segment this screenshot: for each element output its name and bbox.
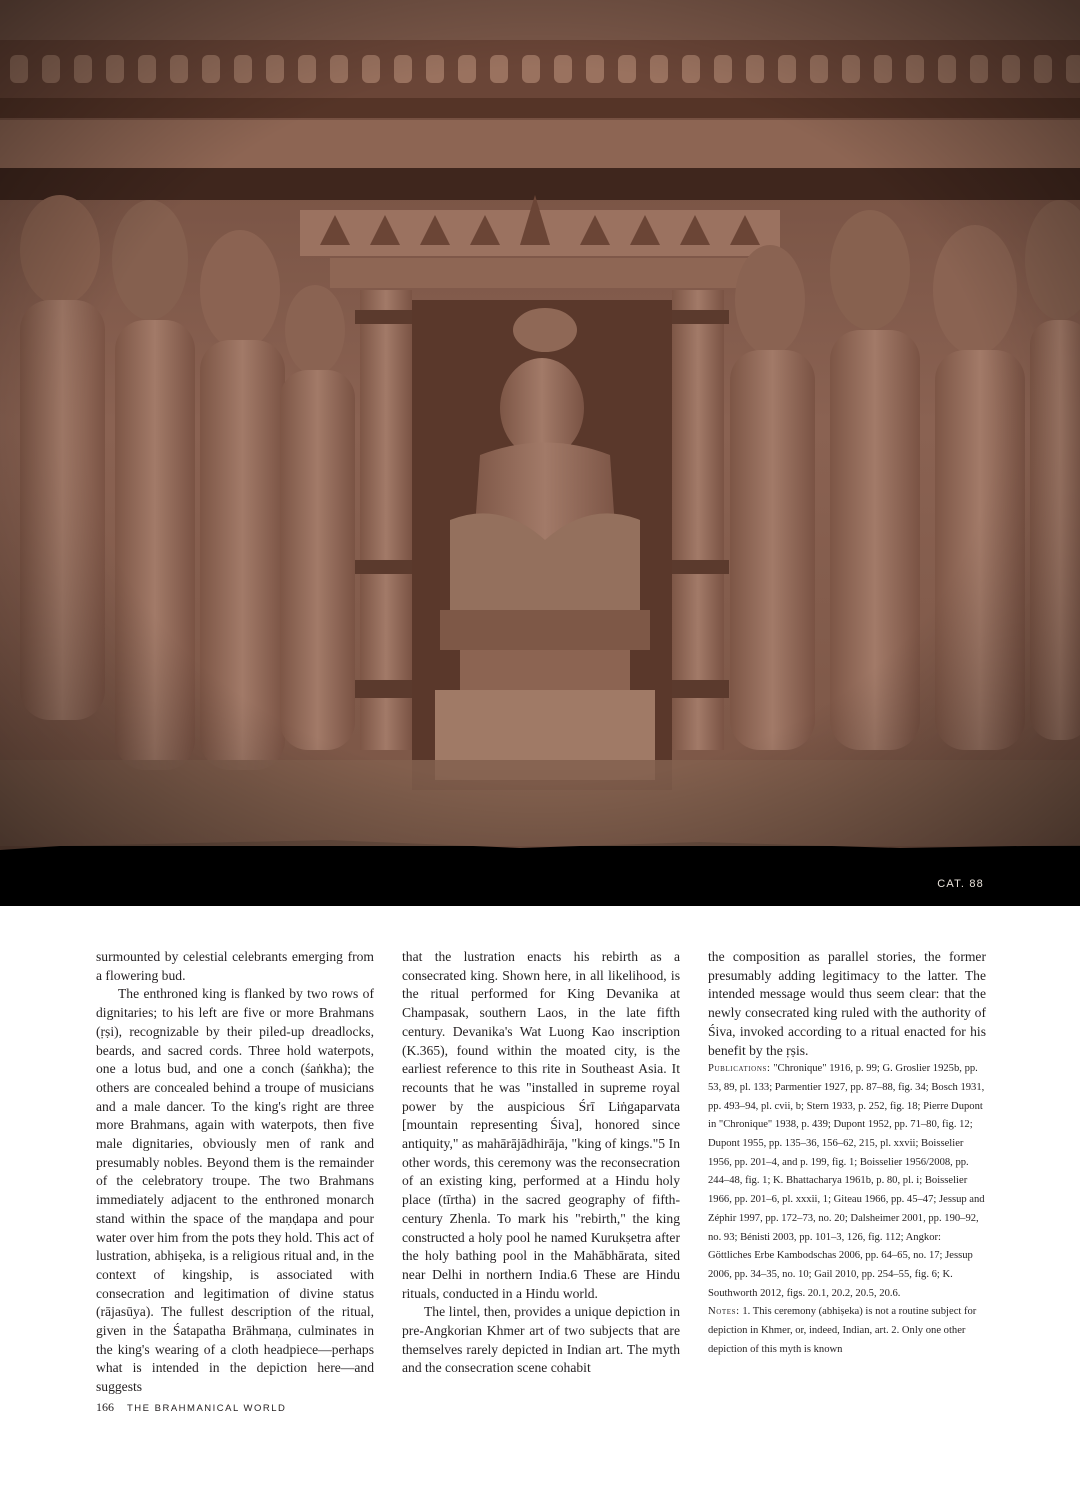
- catalogue-number: CAT. 88: [937, 878, 984, 890]
- text-column-1: [96, 948, 374, 1397]
- running-head: THE BRAHMANICAL WORLD: [127, 1403, 287, 1414]
- publications-text: "Chronique" 1916, p. 99; G. Groslier 1925b, pp. 53, 89, pl. 133; Parmentier 1927, pp. 87–88, fig. 34; Bosch 1931, pp. 493–94, pl. cvii, b; Stern 1933, p. 252, fig. 18; Pierre Dupont in "Chronique" 1938, p. 439; Dupont 1952, pp. 71–80, fig. 12; Dupont 1955, pp. 135–36, 156–62, 215, pl. xxvii; Boisselier 1956, pp. 201–4, and p. 199, fig. 1; Boisselier 1956/2008, pp. 244–48, fig. 1; K. Bhattacharya 1961b, p. 80, pl. i; Boisselier 1966, pp. 201–6, pl. xxxii, 1; Giteau 1966, pp. 45–47; Jessup and Zéphir 1997, pp. 172–73, no. 20; Dalsheimer 2001, pp. 190–92, no. 93; Bénisti 2003, pp. 101–3, 126, fig. 112; Angkor: Göttliches Erbe Kambodschas 2006, pp. 64–65, no. 17; Jessup 2006, pp. 34–35, no. 10; Gail 2010, pp. 254–55, fig. 6; K. Southworth 2012, figs. 20.1, 20.2, 20.5, 20.6.: [708, 1063, 985, 1299]
- paragraph: the composition as parallel stories, the former presumably adding legitimacy to the latter. The intended message would thus seem clear: that the newly consecrated king ruled with the authority of Śiva, invoked according to a ritual enacted for his benefit by the ṛṣis.: [708, 949, 986, 1058]
- notes-list: [708, 1303, 986, 1359]
- text-column-2: [402, 948, 680, 1378]
- paragraph: that the lustration enacts his rebirth as a consecrated king. Shown here, in all likelihood, is the ritual performed for King Devanika at Champasak, southern Laos, in the late fifth century. Devanika's Wat Luong Kao inscription (K.365), found within the moated city, is the earliest reference to this rite in Southeast Asia. It recounts that he was "installed in supreme royal power by the auspicious Śrī Liṅgaparvata [mountain representing Śiva], honored since antiquity," as mahārājādhirāja, "king of kings."5 In other words, this ceremony was the reconsecration of an existing king, performed at a Hindu holy place (tīrtha) in the sacred geography of fifth-century Zhenla. To mark his "rebirth," the king constructed a holy pool he named Kurukṣetra after the holy bathing pool in the Mahābhārata, sited near Delhi in northern India.6 These are Hindu rituals, conducted in a Hindu world.: [402, 949, 680, 1301]
- publications-label: Publications:: [708, 1063, 771, 1075]
- text-column-3: [708, 948, 986, 1359]
- page-footer: [96, 1400, 286, 1415]
- publications-list: [708, 1060, 986, 1303]
- notes-label: Notes:: [708, 1306, 740, 1318]
- notes-text: 1. This ceremony (abhiṣeka) is not a routine subject for depiction in Khmer, or, indeed, Indian, art. 2. Only one other depiction of this myth is known: [708, 1306, 977, 1355]
- paragraph: The lintel, then, provides a unique depiction in pre-Angkorian Khmer art of two subjects that are themselves rarely depicted in Indian art. The myth and the consecration scene cohabit: [402, 1304, 680, 1376]
- paragraph: The enthroned king is flanked by two rows of dignitaries; to his left are five or more Brahmans (ṛṣi), recognizable by their piled-up dreadlocks, beards, and sacred cords. Three hold waterpots, one a lotus bud, and one a conch (śaṅkha); the others are concealed behind a troupe of musicians and a male dancer. To the king's right are three more Brahmans, again with waterpots, then five male dignitaries, obviously men of rank and presumably nobles. Beyond them is the remainder of the celebratory troupe. The two Brahmans immediately adjacent to the enthroned monarch stand within the space of the maṇḍapa and pour water over him from the pots they hold. This act of lustration, abhiṣeka, is a religious ritual and, in the context of kingship, is associated with consecration and legitimation of divine status (rājasūya). The fullest description of the ritual, given in the Śatapatha Brāhmaṇa, culminates in the king's wearing of a cloth headpiece—perhaps what is intended in the depiction here—and suggests: [96, 986, 374, 1395]
- page-number: 166: [96, 1400, 114, 1414]
- paragraph: surmounted by celestial celebrants emerging from a flowering bud.: [96, 949, 374, 983]
